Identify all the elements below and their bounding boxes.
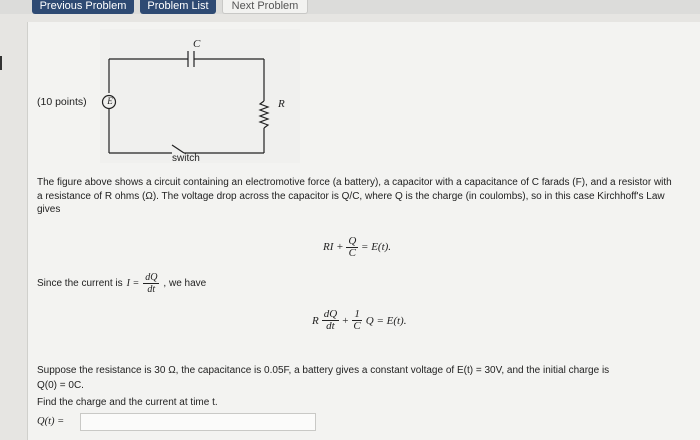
resistor-label: R — [278, 98, 285, 110]
eq2-numerator-2: 1 — [354, 308, 360, 320]
eq2-tail: Q = E(t). — [365, 314, 407, 327]
since-fraction — [143, 272, 159, 295]
eq2-fraction-2 — [351, 309, 362, 332]
since-numerator: dQ — [145, 272, 158, 283]
circuit-diagram — [100, 29, 300, 169]
since-prefix: Since the current is — [37, 278, 123, 289]
eq2-fraction-1 — [322, 309, 339, 332]
answer-label: Q(t) = — [37, 416, 65, 427]
find-instruction: Find the charge and the current at time t. — [37, 397, 218, 408]
suppose-text-line2: Q(0) = 0C. — [37, 380, 84, 391]
switch-label: switch — [172, 153, 200, 164]
suppose-text-line1: Suppose the resistance is 30 Ω, the capacitance is 0.05F, a battery gives a constant voltage of E(t) = 30V, and the initial charge is — [37, 365, 610, 376]
resistor-zigzag — [260, 101, 268, 128]
capacitor-label: C — [193, 38, 201, 50]
eq2-plus: + — [342, 314, 349, 327]
left-edge-marker — [0, 56, 2, 70]
eq1-numerator: Q — [348, 235, 357, 247]
since-suffix: , we have — [163, 278, 207, 289]
since-denominator: dt — [147, 284, 156, 295]
equation-differential — [312, 309, 406, 332]
eq1-left: RI + — [323, 241, 344, 254]
problem-list-button[interactable]: Problem List — [140, 0, 216, 14]
points-label: (10 points) — [37, 96, 87, 108]
eq2-r: R — [312, 314, 319, 327]
since-variable: I = — [126, 278, 140, 289]
answer-input[interactable] — [80, 413, 316, 431]
eq1-right: = E(t). — [361, 241, 392, 254]
eq2-denominator-2: C — [353, 320, 361, 332]
eq1-fraction — [346, 236, 358, 259]
eq2-denominator-1: dt — [326, 320, 335, 332]
next-problem-button[interactable]: Next Problem — [222, 0, 308, 14]
equation-kirchhoff — [323, 236, 391, 259]
problem-description: The figure above shows a circuit containing an electromotive force (a battery), a capacitor with a capacitance of C farads (F), and a resistor with a resistance of R ohms (Ω). The voltage drop across the capacitor is Q/C, where Q is the charge (in coulombs), so in this case Kirchhoff's Law gives — [37, 177, 672, 215]
current-definition — [37, 272, 206, 295]
previous-problem-button[interactable]: Previous Problem — [32, 0, 134, 14]
eq1-denominator: C — [348, 247, 356, 259]
source-label: E — [107, 96, 113, 106]
switch-lever — [172, 145, 184, 153]
eq2-numerator-1: dQ — [323, 308, 338, 320]
